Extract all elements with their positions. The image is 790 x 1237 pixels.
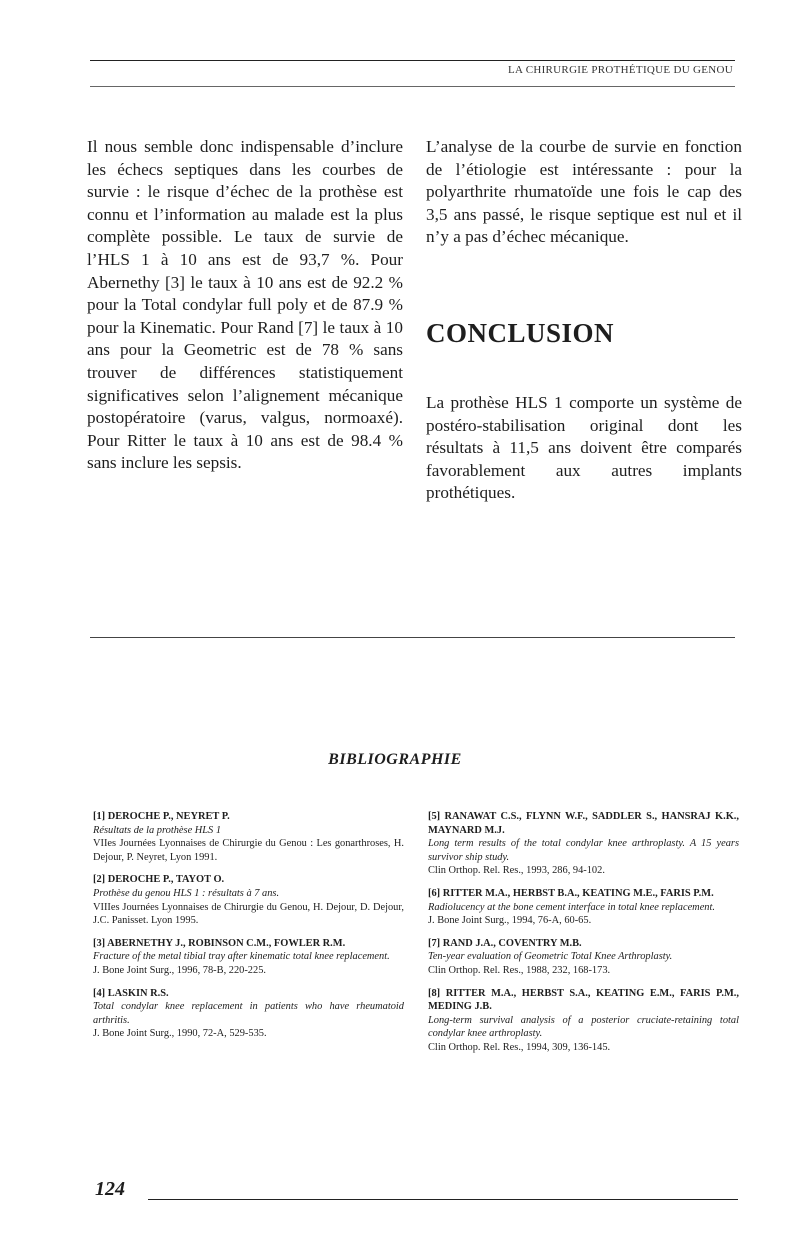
reference-title: Radiolucency at the bone cement interface in total knee replacement.: [428, 901, 715, 913]
reference-source: VIIIes Journées Lyonnaises de Chirurgie du Genou, H. Dejour, D. Dejour, J.C. Panisset. Lyon 1995.: [93, 901, 404, 927]
reference-authors: [6] RITTER M.A., HERBST B.A., KEATING M.E., FARIS P.M.: [428, 887, 714, 899]
reference-authors: [4] LASKIN R.S.: [93, 987, 169, 999]
reference-source: J. Bone Joint Surg., 1994, 76-A, 60-65.: [428, 915, 592, 927]
reference-authors: [2] DEROCHE P., TAYOT O.: [93, 874, 225, 886]
paragraph-etiology: L’analyse de la courbe de survie en fonction de l’étiologie est intéressante : pour la polyarthrite rhumatoïde une fois le cap des 3,5 ans passé, le risque septique est nul et il n’y a pas d’échec mécanique.: [426, 137, 742, 247]
body-column-left: [87, 136, 403, 475]
reference-entry: [428, 987, 739, 1055]
reference-title: Long term results of the total condylar knee arthroplasty. A 15 years survivor ship study.: [428, 838, 739, 863]
running-title: LA CHIRURGIE PROTHÉTIQUE DU GENOU: [508, 64, 733, 76]
reference-title: Prothèse du genou HLS 1 : résultats à 7 ans.: [93, 887, 280, 899]
references-column-right: [428, 810, 739, 1064]
bibliography-heading: BIBLIOGRAPHIE: [328, 751, 462, 768]
reference-title: Ten-year evaluation of Geometric Total Knee Arthroplasty.: [428, 951, 673, 963]
conclusion-heading: CONCLUSION: [426, 318, 615, 348]
reference-entry: [428, 887, 739, 928]
reference-title: Long-term survival analysis of a posterior cruciate-retaining total condylar knee arthroplasty.: [428, 1014, 739, 1040]
references-column-left: [93, 810, 404, 1050]
reference-source: Clin Orthop. Rel. Res., 1993, 286, 94-102.: [428, 865, 605, 877]
footer-rule: [148, 1199, 738, 1200]
reference-entry: [428, 810, 739, 878]
reference-source: Clin Orthop. Rel. Res., 1994, 309, 136-145.: [428, 1041, 611, 1053]
reference-entry: [93, 873, 404, 927]
conclusion-paragraph: La prothèse HLS 1 comporte un système de postéro-stabilisation original dont les résultats à 11,5 ans doivent être comparés favorablement aux autres implants prothétiques.: [426, 393, 742, 503]
reference-source: Clin Orthop. Rel. Res., 1988, 232, 168-173.: [428, 964, 611, 976]
reference-source: J. Bone Joint Surg., 1990, 72-A, 529-535.: [93, 1028, 267, 1040]
reference-source: J. Bone Joint Surg., 1996, 78-B, 220-225.: [93, 964, 266, 976]
reference-authors: [1] DEROCHE P., NEYRET P.: [93, 811, 230, 822]
reference-title: Résultats de la prothèse HLS 1: [93, 824, 222, 836]
reference-entry: [93, 810, 404, 864]
reference-authors: [5] RANAWAT C.S., FLYNN W.F., SADDLER S., HANSRAJ K.K., MAYNARD M.J.: [428, 811, 739, 836]
reference-authors: [8] RITTER M.A., HERBST S.A., KEATING E.M., FARIS P.M., MEDING J.B.: [428, 987, 739, 1013]
reference-title: Total condylar knee replacement in patients who have rheumatoid arthritis.: [93, 1001, 404, 1026]
reference-authors: [3] ABERNETHY J., ROBINSON C.M., FOWLER R.M.: [93, 937, 346, 949]
section-divider: [90, 637, 735, 638]
body-column-right: [426, 136, 742, 249]
reference-source: VIIes Journées Lyonnaises de Chirurgie du Genou : Les gonarthroses, H. Dejour, P. Neyret, Lyon 1991.: [93, 838, 404, 863]
page-number: 124: [95, 1178, 125, 1200]
reference-entry: [93, 937, 404, 978]
header-underline: [90, 86, 735, 87]
paragraph-survival-rates: Il nous semble donc indispensable d’inclure les échecs septiques dans les courbes de survie : le risque d’échec de la prothèse est connu et l’information au malade est la plus complète possible. Le taux de survie de l’HLS 1 à 10 ans est de 93,7 %. Pour Abernethy [3] le taux à 10 ans est de 92.2 % pour la Total condylar full poly et de 87.9 % pour la Kinematic. Pour Rand [7] le taux à 10 ans pour la Geometric est de 78 % sans trouver de différences statistiquement significatives selon l’alignement mécanique postopératoire (varus, valgus, normoaxé). Pour Ritter le taux à 10 ans est de 98.4 % sans inclure les sepsis.: [87, 137, 403, 473]
top-rule: [90, 60, 735, 61]
reference-title: Fracture of the metal tibial tray after kinematic total knee replacement.: [93, 951, 390, 963]
reference-entry: [93, 987, 404, 1041]
reference-entry: [428, 937, 739, 978]
reference-authors: [7] RAND J.A., COVENTRY M.B.: [428, 937, 582, 949]
